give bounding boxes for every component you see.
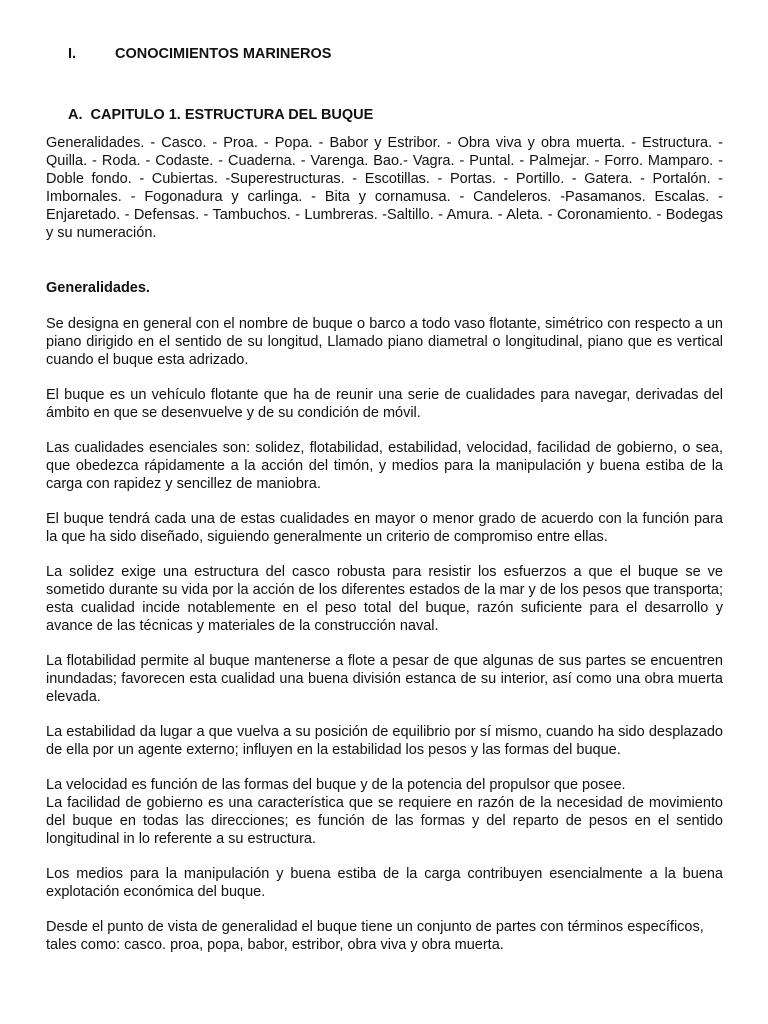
paragraph: El buque tendrá cada una de estas cualidades en mayor o menor grado de acuerdo con la función para la que ha sido diseñado, siguiendo generalmente un criterio de compromiso entre ellas.	[46, 511, 723, 545]
paragraph: Desde el punto de vista de generalidad el buque tiene un conjunto de partes con términos específicos, tales como: casco. proa, popa, babor, estribor, obra viva y obra muerta.	[46, 919, 704, 953]
paragraph: El buque es un vehículo flotante que ha de reunir una serie de cualidades para navegar, derivadas del ámbito en que se desenvuelve y de su condición de móvil.	[46, 387, 723, 421]
paragraph: Las cualidades esenciales son: solidez, flotabilidad, estabilidad, velocidad, facilidad de gobierno, o sea, que obedezca rápidamente a la acción del timón, y medios para la manipulación y buena estiba de la carga con rapidez y sencillez de maniobra.	[46, 440, 723, 492]
generalidades-heading: Generalidades.	[46, 280, 150, 296]
topics-list: Generalidades. - Casco. - Proa. - Popa. - Babor y Estribor. - Obra viva y obra muerta. - Estructura. - Quilla. - Roda. - Codaste. - Cuaderna. - Varenga. Bao.- Vagra. - Puntal. - Palmejar. - Forro. Mamparo. - Doble fondo. - Cubiertas. -Superestructuras. - Escotillas. - Portas. - Portillo. - Gatera. - Portalón. - Imbornales. - Fogonadura y carlinga. - Bita y cornamusa. - Candeleros. -Pasamanos. Escalas. - Enjaretado. - Defensas. - Tambuchos. - Lumbreras. -Saltillo. - Amura. - Aleta. - Coronamiento. - Bodegas y su numeración.	[46, 135, 723, 241]
paragraph: La flotabilidad permite al buque mantenerse a flote a pesar de que algunas de sus partes se encuentren inundadas; favorecen esta cualidad una buena división estanca de su interior, así como una obra muerta elevada.	[46, 653, 723, 705]
paragraph: La velocidad es función de las formas del buque y de la potencia del propulsor que posee.	[46, 777, 626, 793]
paragraph: Se designa en general con el nombre de buque o barco a todo vaso flotante, simétrico con respecto a un piano dirigido en el sentido de su longitud, Llamado piano diametral o longitudinal, piano que es vertical cuando el buque esta adrizado.	[46, 316, 723, 368]
section-heading	[68, 46, 331, 62]
paragraph: La solidez exige una estructura del casco robusta para resistir los esfuerzos a que el buque se ve sometido durante su vida por la acción de los diferentes estados de la mar y de los pesos que transporta; esta cualidad incide notablemente en el peso total del buque, razón suficiente para el desarrollo y avance de las técnicas y materiales de la construcción naval.	[46, 564, 723, 634]
section-title: CONOCIMIENTOS MARINEROS	[115, 46, 332, 62]
document-body	[46, 134, 723, 971]
paragraph: La facilidad de gobierno es una característica que se requiere en razón de la necesidad de movimiento del buque en todas las direcciones; es función de las formas y del reparto de pesos en el sentido longitudinal in lo referente a su estructura.	[46, 795, 723, 847]
paragraph: La estabilidad da lugar a que vuelva a su posición de equilibrio por sí mismo, cuando ha sido desplazado de ella por un agente externo; influyen en la estabilidad los pesos y las formas del buque.	[46, 724, 723, 758]
paragraph: Los medios para la manipulación y buena estiba de la carga contribuyen esencialmente a la buena explotación económica del buque.	[46, 866, 723, 900]
section-number: I.	[68, 46, 77, 62]
chapter-heading: A. CAPITULO 1. ESTRUCTURA DEL BUQUE	[68, 107, 374, 123]
